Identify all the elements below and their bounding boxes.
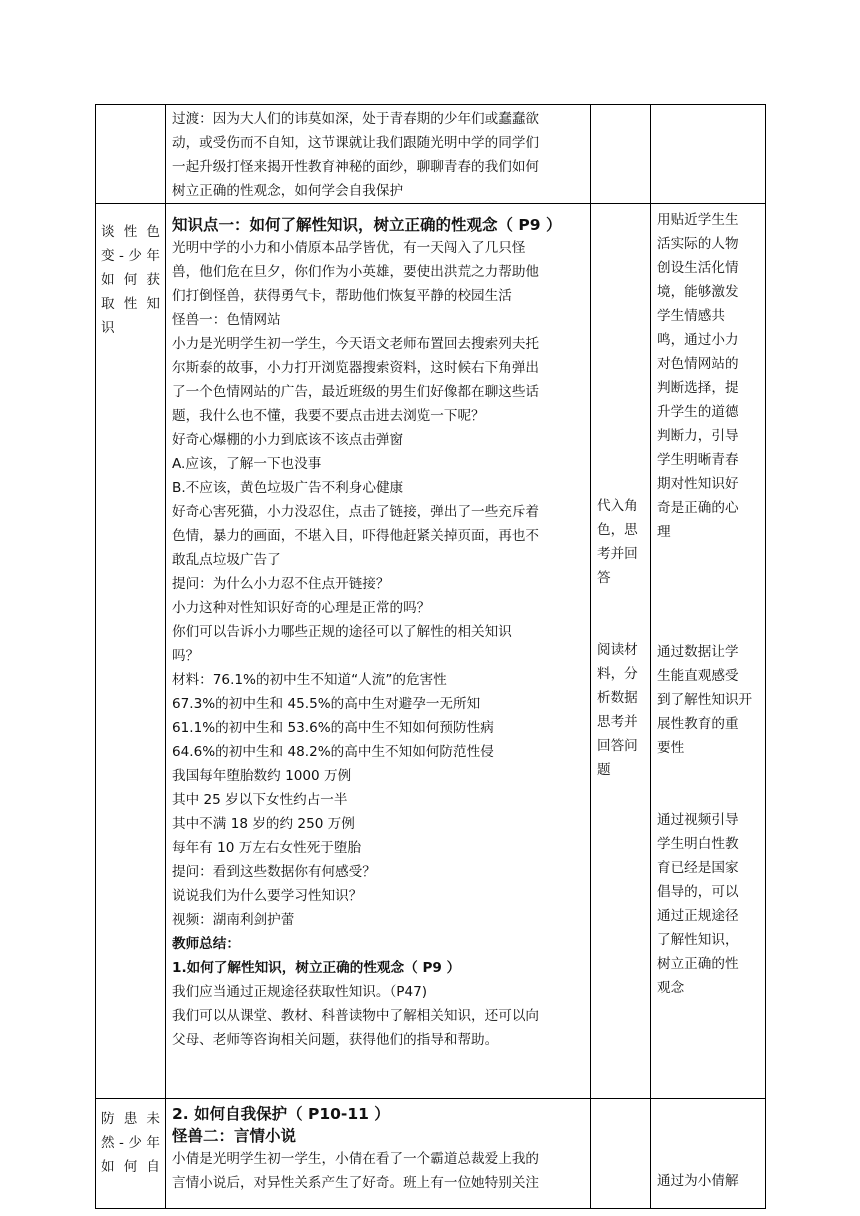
text-line: 倡导的，可以: [657, 884, 739, 900]
design-intent-cell: [651, 204, 766, 1099]
text-line: 创设生活化情: [657, 260, 739, 276]
text-line: 小倩是光明学生初一学生，小倩在看了一个霸道总裁爱上我的: [172, 1151, 540, 1167]
section-two-row: [96, 1099, 766, 1209]
text-line: A.应该，了解一下也没事: [172, 456, 322, 472]
text-line: 64.6%的初中生和 48.2%的高中生不知如何防范性侵: [172, 744, 494, 760]
text-line: 期对性知识好: [657, 476, 739, 492]
text-line: 活实际的人物: [657, 236, 739, 252]
text-line: 思考并: [597, 714, 638, 730]
text-line: 判断选择，提: [657, 380, 739, 396]
text-line: 一起升级打怪来揭开性教育神秘的面纱，聊聊青春的我们如何: [172, 159, 540, 175]
text-line: B.不应该，黄色垃圾广告不利身心健康: [172, 480, 404, 496]
text-line: 通过正规途径: [657, 908, 739, 924]
text-line: 吗？: [172, 648, 200, 664]
intent-cell: [651, 105, 766, 204]
text-line: 其中 25 岁以下女性约占一半: [172, 792, 348, 808]
text-line: 提问：看到这些数据你有何感受？: [172, 864, 376, 880]
text-line: [657, 544, 761, 568]
text-line: 好奇心害死猫，小力没忍住，点击了链接，弹出了一些充斥着: [172, 504, 540, 520]
text-line: [657, 760, 761, 784]
text-line: 了解性知识，: [657, 932, 739, 948]
text-line: 兽，他们危在旦夕，你们作为小英雄，要使出洪荒之力帮助他: [172, 264, 540, 280]
text-line: 通过数据让学: [657, 644, 739, 660]
text-line: 过渡：因为大人们的讳莫如深，处于青春期的少年们或蠢蠢欲: [172, 111, 540, 127]
text-line: 取性知: [101, 296, 160, 312]
text-line: 谈性色: [101, 224, 160, 240]
text-line: 到了解性知识开: [657, 692, 753, 708]
lesson-plan-table: [95, 104, 766, 1209]
text-line: [657, 616, 761, 640]
content-cell: [166, 204, 591, 1099]
text-line: 防患未: [101, 1111, 160, 1127]
text-line: 升学生的道德: [657, 404, 739, 420]
design-intent: [651, 204, 765, 1000]
summary-title: 教师总结：: [172, 936, 240, 952]
text-line: [657, 784, 761, 808]
text-line: 我们可以从课堂、教材、科普读物中了解相关知识，还可以向: [172, 1008, 540, 1024]
text-line: 你们可以告诉小力哪些正规的途径可以了解性的相关知识: [172, 624, 512, 640]
lesson-content: [172, 236, 584, 932]
text-line: 变-少年: [101, 248, 160, 264]
text-line: 们打倒怪兽，获得勇气卡，帮助他们恢复平静的校园生活: [172, 288, 512, 304]
text-line: 用贴近学生生: [657, 212, 739, 228]
knowledge-point-heading: 知识点一：如何了解性知识，树立正确的性观念（ P9 ）: [172, 216, 562, 234]
text-line: 观念: [657, 980, 685, 996]
text-line: 言情小说后，对异性关系产生了好奇。班上有一位她特别关注: [172, 1175, 540, 1191]
text-line: [657, 568, 761, 592]
text-line: 我们应当通过正规途径获取性知识。（P47): [172, 984, 428, 1000]
text-line: 题: [597, 762, 611, 778]
text-line: 答: [597, 570, 611, 586]
text-line: 然-少年: [101, 1135, 160, 1151]
text-line: 怪兽一：色情网站: [172, 312, 281, 328]
text-line: 通过视频引导: [657, 812, 739, 828]
lesson-content: [172, 1147, 584, 1195]
text-line: 动，或受伤而不自知，这节课就让我们跟随光明中学的同学们: [172, 135, 540, 151]
text-line: 小力是光明学生初一学生，今天语文老师布置回去搜索列夫托: [172, 336, 540, 352]
summary-content: [172, 980, 584, 1052]
text-line: 色情，暴力的画面，不堪入目，吓得他赶紧关掉页面，再也不: [172, 528, 540, 544]
text-line: 视频：湖南利剑护蕾: [172, 912, 295, 928]
text-line: [597, 590, 646, 614]
text-line: 鸣，通过小力: [657, 332, 739, 348]
transition-row: [96, 105, 766, 204]
stage-label-cell: [96, 204, 166, 1099]
stage-label-cell: [96, 1099, 166, 1209]
text-line: 如何自: [101, 1159, 160, 1175]
text-line: 识: [101, 320, 115, 336]
text-line: 树立正确的性观念，如何学会自我保护: [172, 183, 404, 199]
stage-label: [96, 1099, 165, 1179]
section-heading: 2. 如何自我保护（ P10-11 ）: [172, 1105, 390, 1123]
section-one-row: [96, 204, 766, 1099]
text-line: 析数据: [597, 690, 638, 706]
text-line: 题，我什么也不懂，我要不要点击进去浏览一下呢？: [172, 408, 485, 424]
text-line: [657, 592, 761, 616]
activity-cell: [591, 105, 651, 204]
text-line: 对色情网站的: [657, 356, 739, 372]
text-line: 阅读材: [597, 642, 638, 658]
text-line: 材料：76.1%的初中生不知道“人流”的危害性: [172, 672, 447, 688]
text-line: 料，分: [597, 666, 638, 682]
text-line: 说说我们为什么要学习性知识？: [172, 888, 363, 904]
text-line: 如何获: [101, 272, 160, 288]
text-line: 父母、老师等咨询相关问题，获得他们的指导和帮助。: [172, 1032, 499, 1048]
summary-point: 1.如何了解性知识，树立正确的性观念（ P9 ）: [172, 960, 461, 976]
text-line: 尔斯泰的故事，小力打开浏览器搜索资料，这时候右下角弹出: [172, 360, 540, 376]
text-line: 树立正确的性: [657, 956, 739, 972]
text-line: 要性: [657, 740, 685, 756]
text-line: 回答问: [597, 738, 638, 754]
text-line: 光明中学的小力和小倩原本品学皆优，有一天闯入了几只怪: [172, 240, 526, 256]
text-line: 小力这种对性知识好奇的心理是正常的吗？: [172, 600, 431, 616]
text-line: 敢乱点垃圾广告了: [172, 552, 281, 568]
text-line: 67.3%的初中生和 45.5%的高中生对避孕一无所知: [172, 696, 481, 712]
design-intent-line: 通过为小倩解: [657, 1173, 739, 1189]
text-line: 好奇心爆棚的小力到底该不该点击弹窗: [172, 432, 404, 448]
text-line: 提问：为什么小力忍不住点开链接？: [172, 576, 390, 592]
text-line: 生能直观感受: [657, 668, 739, 684]
text-line: 学生明晰青春: [657, 452, 739, 468]
content-cell: [166, 1099, 591, 1209]
text-line: 奇是正确的心: [657, 500, 739, 516]
text-line: 学生情感共: [657, 308, 725, 324]
text-line: 展性教育的重: [657, 716, 739, 732]
text-line: 考并回: [597, 546, 638, 562]
text-line: 色，思: [597, 522, 638, 538]
text-line: 理: [657, 524, 671, 540]
transition-text: [166, 105, 590, 203]
student-activity: [591, 204, 650, 782]
text-line: 育已经是国家: [657, 860, 739, 876]
content-cell: [166, 105, 591, 204]
stage-cell: [96, 105, 166, 204]
student-activity-cell: [591, 1099, 651, 1209]
student-activity-cell: [591, 204, 651, 1099]
text-line: 我国每年堕胎数约 1000 万例: [172, 768, 352, 784]
text-line: 判断力，引导: [657, 428, 739, 444]
text-line: 61.1%的初中生和 53.6%的高中生不知如何预防性病: [172, 720, 494, 736]
text-line: 代入角: [597, 498, 638, 514]
text-line: 其中不满 18 岁的约 250 万例: [172, 816, 355, 832]
text-line: [597, 614, 646, 638]
design-intent-cell: [651, 1099, 766, 1209]
monster-heading: 怪兽二：言情小说: [172, 1127, 297, 1145]
text-line: 了一个色情网站的广告，最近班级的男生们好像都在聊这些话: [172, 384, 540, 400]
stage-label: [96, 204, 165, 340]
text-line: 境，能够激发: [657, 284, 739, 300]
text-line: 每年有 10 万左右女性死于堕胎: [172, 840, 362, 856]
text-line: 学生明白性教: [657, 836, 739, 852]
